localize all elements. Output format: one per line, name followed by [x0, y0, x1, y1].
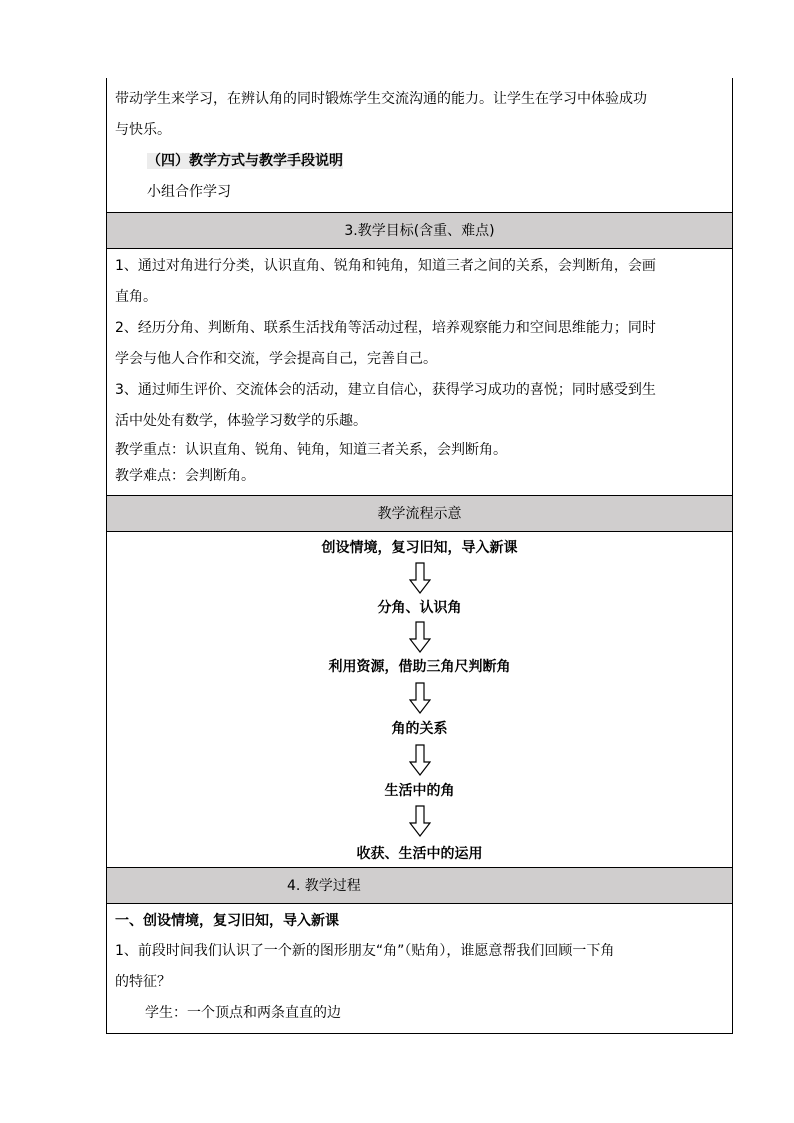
goal-line: 直角。 — [115, 289, 157, 305]
goal-line: 学会与他人合作和交流，学会提高自己，完善自己。 — [115, 351, 437, 367]
down-arrow-icon — [409, 562, 431, 594]
process-line: 1、前段时间我们认识了一个新的图形朋友“角”（贴角），谁愿意帮我们回顾一下角 — [115, 943, 615, 959]
down-arrow-icon — [409, 805, 431, 837]
paragraph-line: 带动学生来学习，在辨认角的同时锻炼学生交流沟通的能力。让学生在学习中体验成功 — [115, 91, 647, 107]
goal-line: 3、通过师生评价、交流体会的活动，建立自信心，获得学习成功的喜悦；同时感受到生 — [115, 382, 656, 398]
teaching-method-text: 小组合作学习 — [147, 184, 231, 200]
process-heading: 一、创设情境，复习旧知，导入新课 — [115, 913, 339, 929]
goal-line: 1、通过对角进行分类，认识直角、锐角和钝角，知道三者之间的关系，会判断角，会画 — [115, 258, 656, 274]
flow-step: 收获、生活中的运用 — [356, 846, 483, 862]
process-header: 4. 教学过程 — [107, 867, 732, 903]
lesson-plan-table — [106, 78, 733, 1034]
student-answer: 学生：一个顶点和两条直直的边 — [145, 1005, 341, 1021]
down-arrow-icon — [409, 682, 431, 714]
flow-step: 角的关系 — [391, 721, 448, 737]
teaching-method-heading: （四）教学方式与教学手段说明 — [147, 153, 343, 169]
section-continuation — [107, 78, 732, 212]
flow-step: 分角、认识角 — [377, 600, 462, 616]
process-line: 的特征？ — [115, 974, 171, 990]
key-point: 教学重点：认识直角、锐角、钝角，知道三者关系，会判断角。 — [115, 442, 507, 458]
goals-header: 3.教学目标(含重、难点) — [107, 212, 732, 248]
down-arrow-icon — [409, 744, 431, 776]
flow-step: 创设情境，复习旧知，导入新课 — [321, 540, 518, 556]
flow-step: 生活中的角 — [384, 783, 455, 799]
down-arrow-icon — [409, 621, 431, 653]
flow-header: 教学流程示意 — [107, 495, 732, 531]
difficult-point: 教学难点：会判断角。 — [115, 468, 255, 484]
goals-body — [107, 248, 732, 495]
goal-line: 2、经历分角、判断角、联系生活找角等活动过程，培养观察能力和空间思维能力；同时 — [115, 320, 656, 336]
flow-diagram — [107, 531, 732, 867]
flow-step: 利用资源，借助三角尺判断角 — [328, 659, 511, 675]
section-heading — [107, 146, 732, 177]
paragraph-line: 与快乐。 — [115, 122, 171, 138]
goal-line: 活中处处有数学，体验学习数学的乐趣。 — [115, 413, 367, 429]
process-body — [107, 903, 732, 1033]
